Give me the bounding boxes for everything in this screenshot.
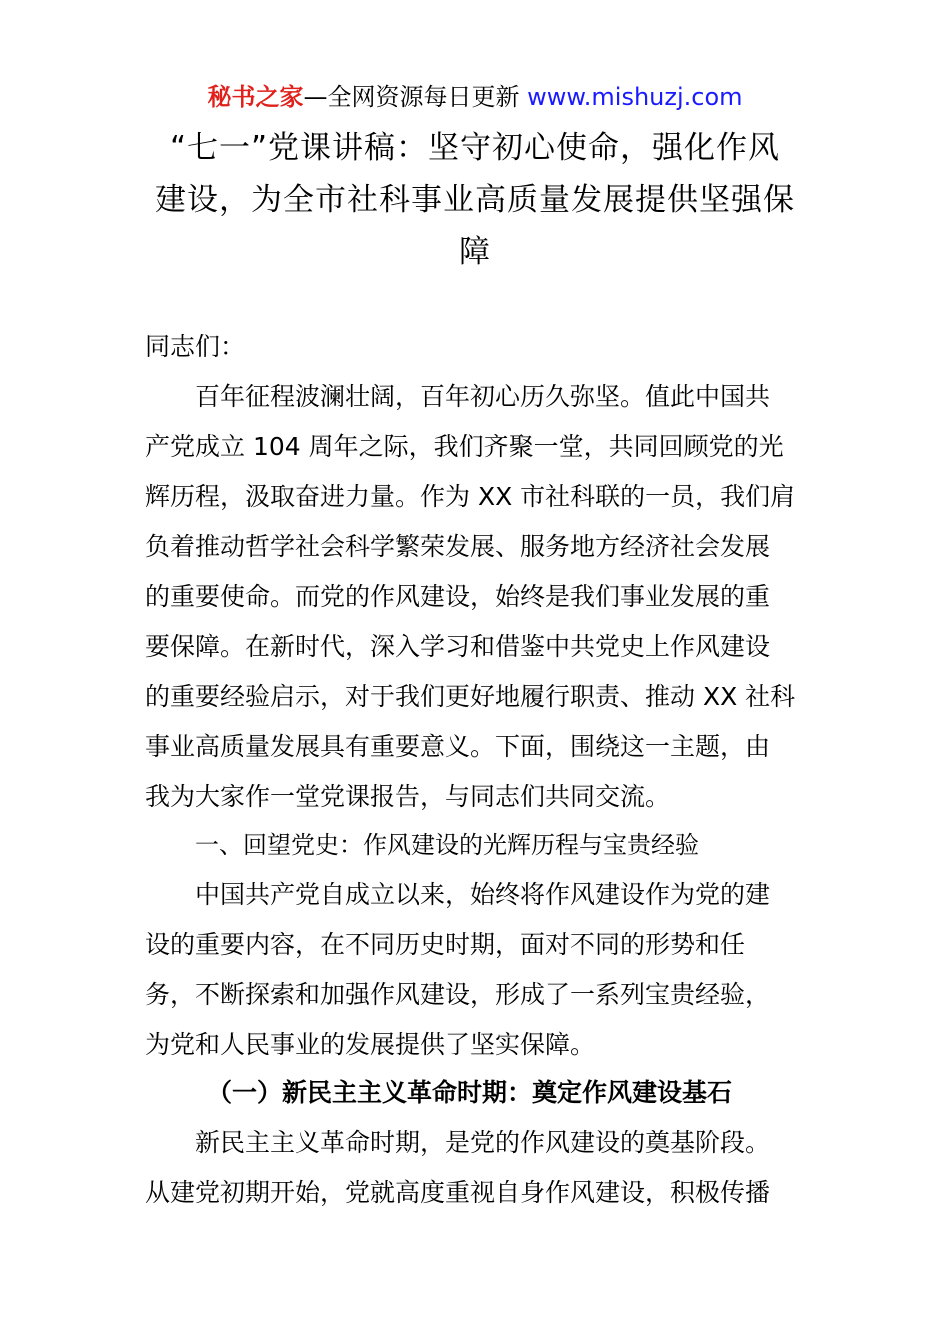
paragraph-line: 务，不断探索和加强作风建设，形成了一系列宝贵经验，: [145, 980, 771, 1009]
salutation-text: 同志们：: [145, 332, 246, 361]
paragraph-line: 事业高质量发展具有重要意义。下面，围绕这一主题，由: [145, 732, 771, 761]
paragraph-line: 辉历程，汲取奋进力量。作为 XX 市社科联的一员，我们肩: [145, 482, 796, 511]
paragraph-line: 设的重要内容，在不同历史时期，面对不同的形势和任: [145, 930, 746, 959]
paragraph-line: 要保障。在新时代，深入学习和借鉴中共党史上作风建设: [145, 632, 771, 661]
title-line: 建设，为全市社科事业高质量发展提供坚强保: [155, 182, 795, 218]
brand-name: 秘书之家: [207, 83, 304, 111]
paragraph-line: 新民主主义革命时期，是党的作风建设的奠基阶段。: [195, 1128, 771, 1157]
document-title: [140, 122, 810, 278]
paragraph-subsection-1: [145, 1118, 810, 1218]
paragraph-line: 从建党初期开始，党就高度重视自身作风建设，积极传播: [145, 1178, 771, 1207]
title-line: “七一”党课讲稿：坚守初心使命，强化作风: [169, 130, 781, 166]
paragraph-line: 的重要使命。而党的作风建设，始终是我们事业发展的重: [145, 582, 771, 611]
header-tagline: —全网资源每日更新: [303, 83, 528, 111]
site-header: [0, 80, 950, 114]
paragraph-line: 产党成立 104 周年之际，我们齐聚一堂，共同回顾党的光: [145, 432, 784, 461]
paragraph-line: 中国共产党自成立以来，始终将作风建设作为党的建: [195, 880, 771, 909]
site-url-link[interactable]: www.mishuzj.com: [527, 83, 743, 111]
paragraph-line: 为党和人民事业的发展提供了坚实保障。: [145, 1030, 596, 1059]
title-line: 障: [459, 234, 491, 270]
paragraph-line: 我为大家作一堂党课报告，与同志们共同交流。: [145, 782, 671, 811]
section-heading-text: 一、回望党史：作风建设的光辉历程与宝贵经验: [195, 831, 699, 859]
subsection-heading-text: （一）新民主主义革命时期：奠定作风建设基石: [207, 1078, 733, 1107]
paragraph-line: 的重要经验启示，对于我们更好地履行职责、推动 XX 社科: [145, 682, 796, 711]
section-heading-1: [145, 820, 810, 870]
subsection-heading-1: [145, 1068, 810, 1118]
paragraph-section-1: [145, 870, 810, 1070]
salutation: [145, 322, 810, 372]
paragraph-intro: [145, 372, 810, 822]
paragraph-line: 百年征程波澜壮阔，百年初心历久弥坚。值此中国共: [195, 382, 771, 411]
paragraph-line: 负着推动哲学社会科学繁荣发展、服务地方经济社会发展: [145, 532, 771, 561]
